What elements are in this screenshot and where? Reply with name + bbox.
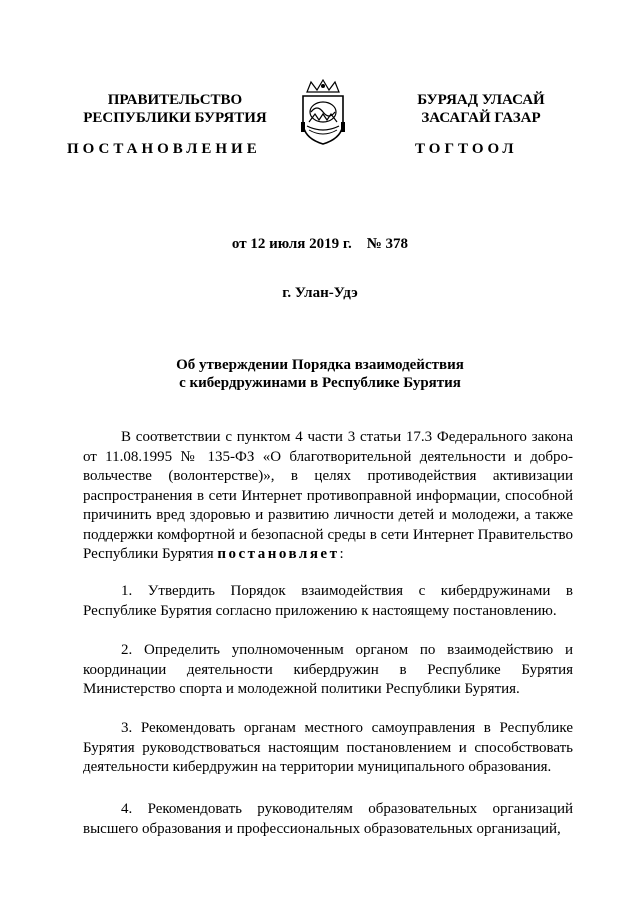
- item-2-paragraph: [83, 641, 573, 700]
- item-4-paragraph: [83, 800, 573, 839]
- document-title: [0, 356, 640, 392]
- item-4-text: 4. Рекомендовать руководителям образовательных организаций высшего образования и профессиональных образовательных организаций,: [83, 801, 573, 837]
- item-1-paragraph: [83, 582, 573, 621]
- document-date-number: [0, 236, 640, 253]
- header-left-line1: ПРАВИТЕЛЬСТВО: [107, 92, 243, 108]
- document-type-right: ТОГТООЛ: [415, 141, 518, 157]
- header-left-line2: РЕСПУБЛИКИ БУРЯТИЯ: [83, 110, 267, 126]
- header-left-authority: [60, 91, 290, 127]
- preamble-paragraph: [83, 428, 573, 565]
- preamble-end: :: [339, 546, 344, 562]
- item-2-text: 2. Определить уполномоченным органом по взаимодействию и координации деятельности кибердружин в Республике Бурятия Министерство спорта и молодежной политики Республики Бурятия.: [83, 642, 573, 697]
- document-number: № 378: [366, 236, 409, 252]
- item-1-text: 1. Утвердить Порядок взаимодействия с кибердружинами в Республике Бурятия согласно приложению к настоящему постановлению.: [83, 583, 573, 619]
- document-city: г. Улан-Удэ: [282, 285, 358, 301]
- header-right-line1: БУРЯАД УЛАСАЙ: [417, 92, 545, 108]
- item-3-text: 3. Рекомендовать органам местного самоуправления в Республике Бурятия руководствоваться настоящим постановлением и способствовать деятельности кибердружин на территории муниципального образования.: [83, 720, 573, 775]
- coat-of-arms-icon: [297, 78, 349, 146]
- title-line1: Об утверждении Порядка взаимодействия: [176, 357, 464, 373]
- preamble-emphasis: постановляет: [217, 546, 340, 562]
- document-type-left: ПОСТАНОВЛЕНИЕ: [67, 141, 261, 157]
- header-right-authority: [376, 91, 586, 127]
- preamble-text: В соответствии с пунктом 4 части 3 статьи 17.3 Федерального закона от 11.08.1995 № 135-ФЗ «О благотворительной деятельности и добро-вольчестве (волонтерстве)», в целях противодействия активизации распространения в сети Интернет противоправной информации, способной причинить вред здоровью и развитию личности детей и молодежи, а также поддержки комфортной и безопасной среды в сети Интернет Правительство Республики Бурятия: [83, 429, 573, 562]
- item-3-paragraph: [83, 719, 573, 778]
- document-date: от 12 июля 2019 г.: [231, 236, 352, 252]
- title-line2: с кибердружинами в Республике Бурятия: [179, 375, 461, 391]
- header-right-line2: ЗАСАГАЙ ГАЗАР: [421, 110, 541, 126]
